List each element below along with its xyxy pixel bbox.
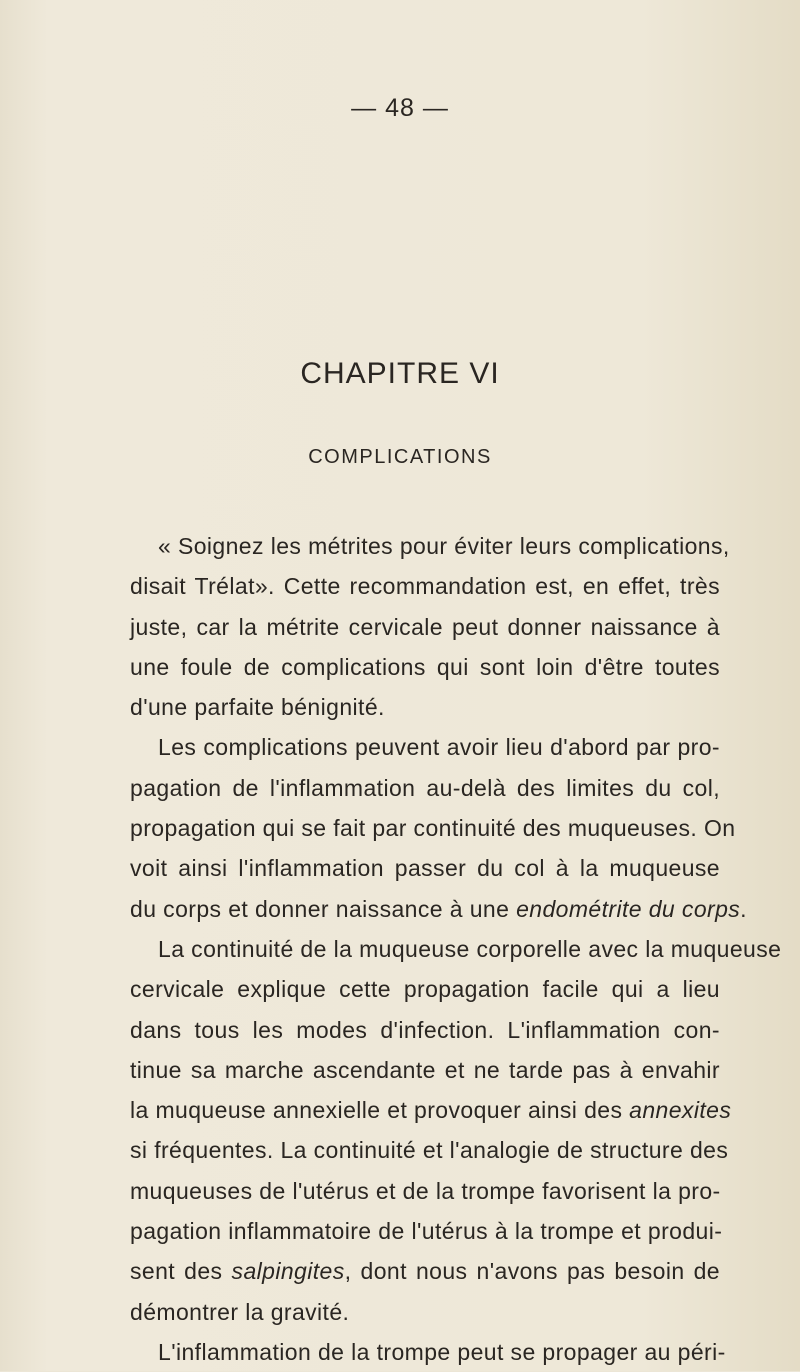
text-line: L'inflammation de la trompe peut se propager au péri-: [158, 1338, 726, 1365]
italic-term: salpingites: [231, 1258, 345, 1285]
text-line: si fréquentes. La continuité et l'analogie de structure des: [130, 1137, 729, 1164]
text-line: voit ainsi l'inflammation passer du col à la muqueuse: [130, 855, 720, 882]
text-line: propagation qui se fait par continuité des muqueuses. On: [130, 815, 736, 842]
text-line: La continuité de la muqueuse corporelle avec la muqueuse: [158, 935, 782, 962]
text-line: sent des salpingites, dont nous n'avons pas besoin de: [130, 1258, 720, 1285]
text-line: tinue sa marche ascendante et ne tarde pas à envahir: [130, 1056, 720, 1083]
chapter-title: CHAPITRE VI: [300, 357, 500, 390]
text-line: « Soignez les métrites pour éviter leurs complications,: [158, 533, 730, 559]
text-line: pagation de l'inflammation au-delà des limites du col,: [130, 774, 720, 801]
text-line: la muqueuse annexielle et provoquer ainsi des annexites: [130, 1097, 732, 1124]
text-line: pagation inflammatoire de l'utérus à la trompe et produi-: [130, 1218, 723, 1245]
text-line: juste, car la métrite cervicale peut donner naissance à: [130, 613, 720, 640]
text-line: Les complications peuvent avoir lieu d'abord par pro-: [158, 734, 720, 761]
section-title: COMPLICATIONS: [308, 446, 492, 468]
text-line: muqueuses de l'utérus et de la trompe favorisent la pro-: [130, 1177, 721, 1204]
text-line: démontrer la gravité.: [130, 1298, 350, 1325]
text-line: dans tous les modes d'infection. L'inflammation con-: [130, 1016, 720, 1043]
text-line: d'une parfaite bénignité.: [130, 694, 385, 721]
italic-term: annexites: [629, 1097, 732, 1124]
text-line: une foule de complications qui sont loin d'être toutes: [130, 653, 720, 680]
body-text: [130, 526, 782, 1372]
page-number: — 48 —: [351, 94, 449, 122]
text-line: cervicale explique cette propagation facile qui a lieu: [130, 976, 720, 1003]
text-line: du corps et donner naissance à une endométrite du corps.: [130, 895, 747, 922]
italic-term: endométrite du corps: [516, 895, 741, 922]
text-line: disait Trélat». Cette recommandation est, en effet, très: [130, 573, 720, 600]
